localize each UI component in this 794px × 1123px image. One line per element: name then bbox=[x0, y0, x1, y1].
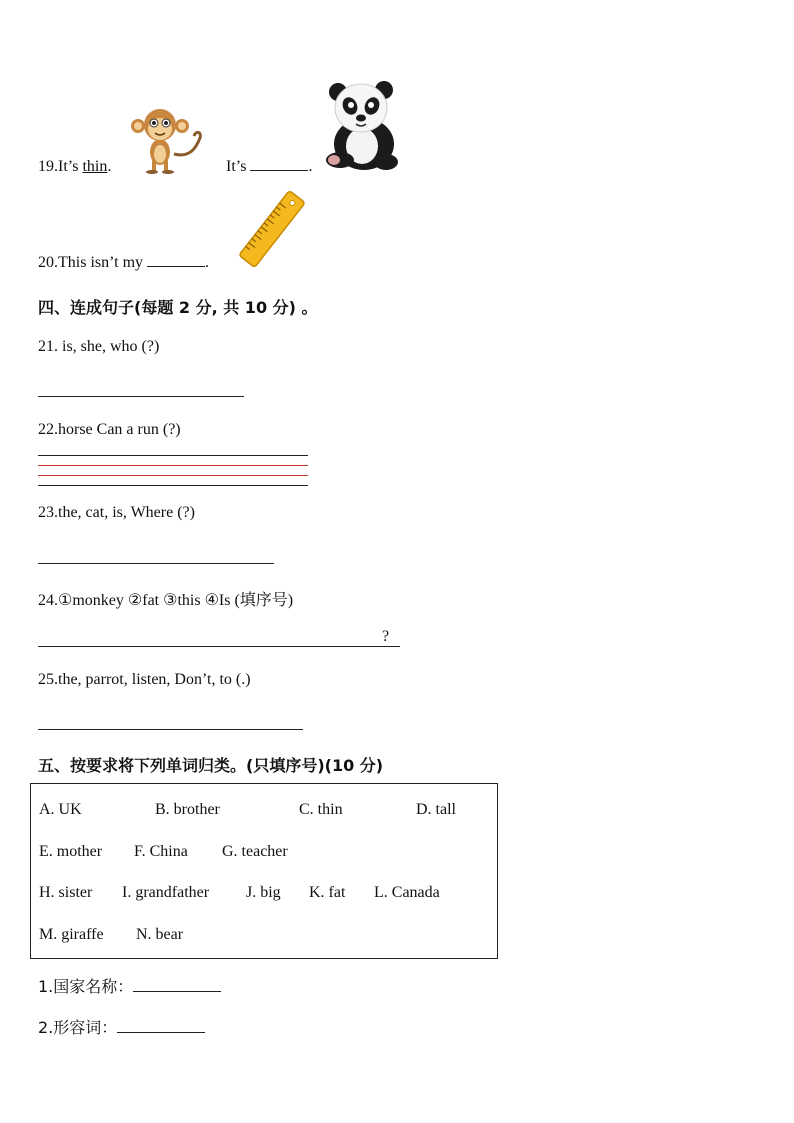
word-M: M. giraffe bbox=[39, 926, 104, 943]
q22-line-3 bbox=[38, 475, 308, 476]
q22-line-4 bbox=[38, 485, 308, 486]
word-D: D. tall bbox=[416, 801, 456, 818]
q25-answer-line[interactable] bbox=[38, 729, 303, 730]
q19-text: 19.It’s thin. bbox=[38, 158, 112, 175]
word-L: L. Canada bbox=[374, 884, 440, 901]
q20-blank[interactable] bbox=[147, 266, 205, 267]
q22-line-2 bbox=[38, 465, 308, 466]
q19-answer: It’s . bbox=[226, 158, 313, 175]
word-J: J. big bbox=[246, 884, 281, 901]
ruler-icon bbox=[236, 188, 308, 270]
word-G: G. teacher bbox=[222, 843, 288, 860]
q20-text: 20.This isn’t my . bbox=[38, 254, 210, 271]
q23-text: 23.the, cat, is, Where (?) bbox=[38, 504, 195, 521]
category-2-blank[interactable] bbox=[117, 1032, 205, 1033]
category-1: 1.国家名称： bbox=[38, 974, 221, 997]
section5-title: 五、按要求将下列单词归类。(只填序号)(10 分) bbox=[38, 756, 384, 775]
q19-blank[interactable] bbox=[250, 170, 308, 171]
monkey-icon bbox=[130, 108, 206, 174]
panda-icon bbox=[322, 78, 404, 172]
category-2: 2.形容词： bbox=[38, 1015, 205, 1038]
q21-text: 21. is, she, who (?) bbox=[38, 338, 160, 355]
word-A: A. UK bbox=[39, 801, 82, 818]
word-K: K. fat bbox=[309, 884, 346, 901]
word-N: N. bear bbox=[136, 926, 184, 943]
word-E: E. mother bbox=[39, 843, 103, 860]
q23-answer-line[interactable] bbox=[38, 563, 274, 564]
word-F: F. China bbox=[134, 843, 188, 860]
word-C: C. thin bbox=[299, 801, 343, 818]
q24-text: 24.①monkey ②fat ③this ④Is (填序号) bbox=[38, 592, 294, 609]
word-H: H. sister bbox=[39, 884, 93, 901]
q24-question-mark: ? bbox=[382, 628, 390, 645]
word-B: B. brother bbox=[155, 801, 220, 818]
section4-title: 四、连成句子(每题 2 分, 共 10 分) 。 bbox=[38, 298, 318, 317]
q24-answer-line[interactable] bbox=[38, 646, 400, 647]
q21-answer-line[interactable] bbox=[38, 396, 244, 397]
word-bank-box bbox=[30, 783, 498, 959]
q22-line-1 bbox=[38, 455, 308, 456]
q19-underlined-word: thin bbox=[82, 158, 108, 175]
q22-text: 22.horse Can a run (?) bbox=[38, 421, 181, 438]
category-1-blank[interactable] bbox=[133, 991, 221, 992]
word-I: I. grandfather bbox=[122, 884, 210, 901]
q25-text: 25.the, parrot, listen, Don’t, to (.) bbox=[38, 671, 251, 688]
